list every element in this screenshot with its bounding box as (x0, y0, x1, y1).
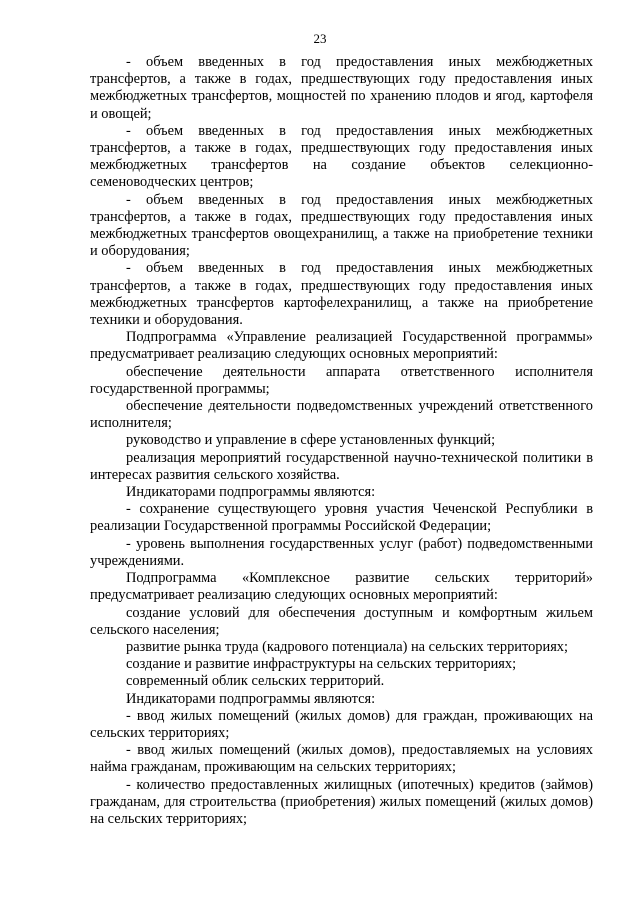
paragraph: обеспечение деятельности аппарата ответственного исполнителя государственной программы; (90, 363, 593, 397)
paragraph: руководство и управление в сфере установленных функций; (126, 432, 496, 449)
paragraph: создание условий для обеспечения доступным и комфортным жильем сельского населения; (90, 604, 593, 638)
paragraph: обеспечение деятельности подведомственных учреждений ответственного исполнителя; (90, 398, 593, 432)
paragraph: Подпрограмма «Управление реализацией Государственной программы» предусматривает реализацию следующих основных мероприятий: (90, 329, 593, 363)
paragraph: - объем введенных в год предоставления иных межбюджетных трансфертов, а также в годах, предшествующих году предоставления иных межбюджетных трансфертов картофелехранилищ, а также на приобретение техники и оборудования. (90, 260, 593, 329)
paragraph: реализация мероприятий государственной научно-технической политики в интересах развития сельского хозяйства. (90, 449, 593, 483)
paragraph: Индикаторами подпрограммы являются: (126, 484, 376, 501)
paragraph: современный облик сельских территорий. (126, 673, 385, 690)
page-number: 23 (313, 31, 327, 46)
paragraph: - ввод жилых помещений (жилых домов) для граждан, проживающих на сельских территориях; (90, 707, 593, 741)
paragraph: Подпрограмма «Комплексное развитие сельских территорий» предусматривает реализацию следующих основных мероприятий: (90, 570, 593, 604)
paragraph: - количество предоставленных жилищных (ипотечных) кредитов (займов) гражданам, для строительства (приобретения) жилых помещений (жилых домов) на сельских территориях; (90, 776, 593, 827)
paragraph: создание и развитие инфраструктуры на сельских территориях; (126, 656, 517, 673)
paragraph: - ввод жилых помещений (жилых домов), предоставляемых на условиях найма гражданам, проживающим на сельских территориях; (90, 742, 593, 776)
paragraph: - сохранение существующего уровня участия Чеченской Республики в реализации Государственной программы Российской Федерации; (90, 501, 593, 535)
paragraph: - уровень выполнения государственных услуг (работ) подведомственными учреждениями. (90, 535, 593, 569)
paragraph: Индикаторами подпрограммы являются: (126, 690, 376, 707)
paragraph: развитие рынка труда (кадрового потенциала) на сельских территориях; (126, 638, 569, 655)
paragraph: - объем введенных в год предоставления иных межбюджетных трансфертов, а также в годах, предшествующих году предоставления иных межбюджетных трансфертов, мощностей по хранению плодов и ягод, картофеля и овощей; (90, 54, 593, 122)
paragraph: - объем введенных в год предоставления иных межбюджетных трансфертов, а также в годах, предшествующих году предоставления иных межбюджетных трансфертов на создание объектов селекционно-семеноводческих центров; (90, 122, 593, 191)
document-body (90, 54, 593, 828)
paragraph: - объем введенных в год предоставления иных межбюджетных трансфертов, а также в годах, предшествующих году предоставления иных межбюджетных трансфертов овощехранилищ, а также на приобретение техники и оборудования; (90, 191, 593, 260)
